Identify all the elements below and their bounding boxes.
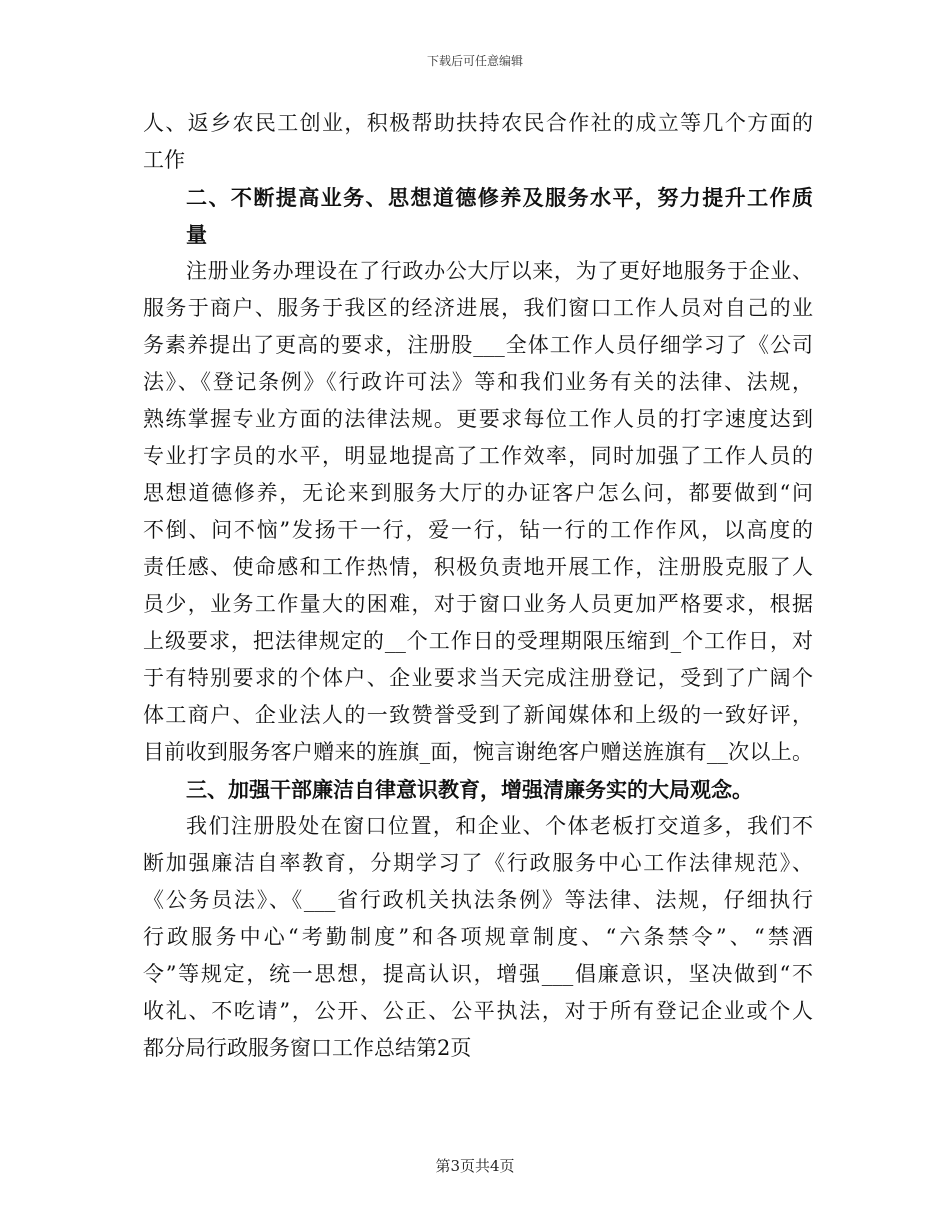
body-line: 于有特别要求的个体户、企业要求当天完成注册登记，受到了广阔个 (143, 666, 813, 690)
body-line: 务素养提出了更高的要求，注册股___全体工作人员仔细学习了《公司 (143, 333, 813, 357)
body-line: 注册业务办理设在了行政办公大厅以来，为了更好地服务于企业、 (186, 259, 813, 283)
body-line: 员少，业务工作量大的困难，对于窗口业务人员更加严格要求，根据 (143, 592, 813, 616)
body-line: 上级要求，把法律规定的__个工作日的受理期限压缩到_个工作日，对 (143, 629, 813, 653)
body-line: 不倒、问不恼”发扬干一行，爱一行，钻一行的工作作风，以高度的 (143, 518, 813, 542)
body-line: 工作 (143, 148, 185, 172)
body-line: 行政服务中心“考勤制度”和各项规章制度、“六条禁令”、“禁酒 (143, 925, 813, 949)
section-heading-2: 二、不断提高业务、思想道德修养及服务水平，努力提升工作质 (186, 185, 813, 210)
page-footer: 第3页共4页 (435, 1157, 515, 1175)
body-line: 思想道德修养，无论来到服务大厅的办证客户怎么问，都要做到“问 (143, 481, 813, 505)
body-line: 我们注册股处在窗口位置，和企业、个体老板打交道多，我们不 (186, 814, 813, 838)
body-line: 专业打字员的水平，明显地提高了工作效率，同时加强了工作人员的 (143, 444, 813, 468)
body-line: 熟练掌握专业方面的法律法规。更要求每位工作人员的打字速度达到 (143, 407, 813, 431)
body-line: 收礼、不吃请”，公开、公正、公平执法，对于所有登记企业或个人 (143, 999, 813, 1023)
section-heading-2-cont: 量 (186, 222, 207, 247)
body-line: 令”等规定，统一思想，提高认识，增强___倡廉意识，坚决做到“不 (143, 962, 813, 986)
body-line: 目前收到服务客户赠来的旌旗_面，惋言谢绝客户赠送旌旗有__次以上。 (143, 740, 813, 764)
body-line: 人、返乡农民工创业，积极帮助扶持农民合作社的成立等几个方面的 (143, 111, 813, 135)
document-body (143, 105, 813, 1067)
body-line: 责任感、使命感和工作热情，积极负责地开展工作，注册股克服了人 (143, 555, 813, 579)
body-line: 都分局行政服务窗口工作总结第2页 (143, 1036, 472, 1060)
body-line: 断加强廉洁自率教育，分期学习了《行政服务中心工作法律规范》、 (143, 851, 813, 875)
body-line: 服务于商户、服务于我区的经济进展，我们窗口工作人员对自己的业 (143, 296, 813, 320)
body-line: 法》、《登记条例》《行政许可法》等和我们业务有关的法律、法规， (143, 370, 813, 394)
body-line: 体工商户、企业法人的一致赞誉受到了新闻媒体和上级的一致好评， (143, 703, 813, 727)
page-header: 下载后可任意编辑 (426, 54, 523, 68)
section-heading-3: 三、加强干部廉洁自律意识教育，增强清廉务实的大局观念。 (186, 777, 753, 802)
body-line: 《公务员法》、《___省行政机关执法条例》等法律、法规，仔细执行 (143, 888, 813, 912)
